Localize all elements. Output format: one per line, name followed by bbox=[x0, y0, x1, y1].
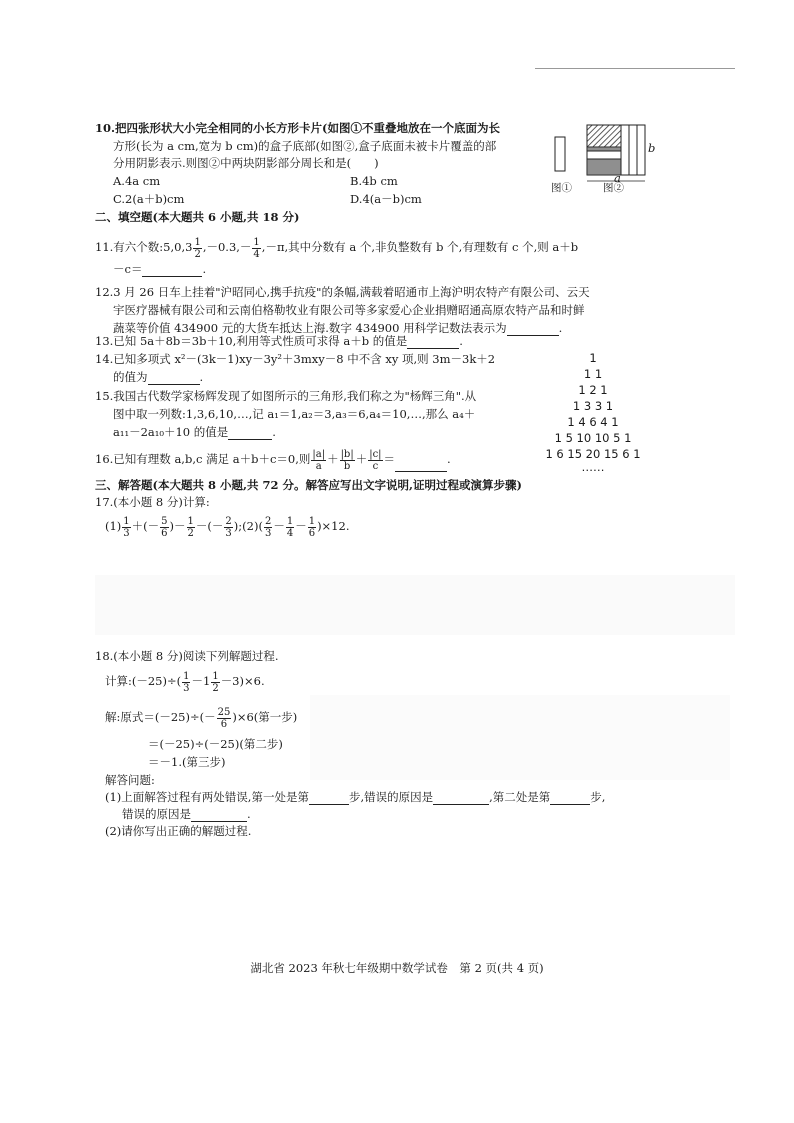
q12-answer-blank[interactable] bbox=[507, 323, 559, 336]
q13-answer-blank[interactable] bbox=[407, 336, 459, 349]
pascal-row-2: 1 1 bbox=[583, 367, 603, 381]
q10-option-a: A.4a cm bbox=[113, 174, 161, 188]
q18-question1: (1)上面解答过程有两处错误,第一处是第 步,错误的原因是 ,第二处是第 步, bbox=[105, 790, 606, 804]
q17-expressions: (1) $\frac{1}{3}$ ＋(－ $\frac{5}{6}$ )－ $\frac{1}{2}$ －(－ $\frac{2}{3}$ );(2)( $\frac{2}{3}$ － $\frac{1}{4}$ － $\frac{1}{6}$ )×12. bbox=[105, 515, 350, 539]
q18-question2: (2)请你写出正确的解题过程. bbox=[105, 824, 252, 838]
q16-line: 16.已知有理数 a,b,c 满足 a＋b＋c＝0,则 $\frac{|a|}{a}$ ＋ $\frac{|b|}{b}$ ＋ $\frac{|c|}{c}$ ＝ . bbox=[95, 448, 451, 472]
q15-line1: 15.我国古代数学家杨辉发现了如图所示的三角形,我们称之为"杨辉三角".从 bbox=[95, 389, 477, 403]
pascal-row-6: 1 5 10 10 5 1 bbox=[554, 431, 632, 445]
q10-option-d: D.4(a－b)cm bbox=[350, 192, 422, 206]
q18-calc: 计算:(－25)÷( $\frac{1}{3}$ －1 $\frac{1}{2}$ －3)×6. bbox=[105, 670, 265, 694]
q16-answer-blank[interactable] bbox=[395, 459, 447, 472]
page-top-rule bbox=[535, 68, 735, 69]
pascal-ellipsis: …… bbox=[581, 460, 605, 474]
q18-blank-step1[interactable] bbox=[309, 792, 349, 805]
q18-solution-step3: ＝－1.(第三步) bbox=[148, 755, 226, 769]
q11-line2: －c＝ . bbox=[113, 262, 207, 276]
page-footer: 湖北省 2023 年秋七年级期中数学试卷 第 2 页(共 4 页) bbox=[250, 961, 544, 975]
q14-line1: 14.已知多项式 x²－(3k－1)xy－3y²＋3mxy－8 中不含 xy 项,则 3m－3k＋2 bbox=[95, 352, 496, 366]
figure2-shade-top bbox=[587, 125, 621, 147]
q18-blank-reason1[interactable] bbox=[433, 792, 489, 805]
q10-line1: 10.把四张形状大小完全相同的小长方形卡片(如图①不重叠地放在一个底面为长 bbox=[95, 121, 500, 135]
q15-line2: 图中取一列数:1,3,6,10,…,记 a₁＝1,a₂＝3,a₃＝6,a₄＝10,…,那么 a₄＋ bbox=[113, 407, 476, 421]
q10-line3: 分用阴影表示.则图②中两块阴影部分周长和是( ) bbox=[113, 156, 379, 170]
q13-line: 13.已知 5a＋8b＝3b＋10,利用等式性质可求得 a＋b 的值是 . bbox=[95, 334, 463, 348]
q11-line1: 11.有六个数:5,0,3 $\frac{1}{2}$ ,－0.3,－ $\frac{1}{4}$ ,－π,其中分数有 a 个,非负整数有 b 个,有理数有 c 个,则 a＋b bbox=[95, 236, 579, 260]
q15-line3: a₁₁－2a₁₀＋10 的值是 . bbox=[113, 425, 276, 439]
figure2-caption: 图② bbox=[603, 182, 624, 194]
section2-title: 二、填空题(本大题共 6 小题,共 18 分) bbox=[95, 210, 300, 224]
q12-line1: 12.3 月 26 日车上挂着"沪昭同心,携手抗疫"的条幅,满载着昭通市上海沪明农特产有限公司、云天 bbox=[95, 285, 590, 299]
q18-blank-step2[interactable] bbox=[550, 792, 590, 805]
q11-answer-blank[interactable] bbox=[142, 264, 202, 277]
q18-solution-step2: ＝(－25)÷(－25)(第二步) bbox=[148, 737, 283, 751]
q12-line3: 蔬菜等价值 434900 元的大货车抵达上海.数字 434900 用科学记数法表示为 . bbox=[113, 321, 563, 335]
bleed-through-left bbox=[95, 575, 735, 635]
pascal-row-4: 1 3 3 1 bbox=[572, 399, 614, 413]
pascal-row-5: 1 4 6 4 1 bbox=[567, 415, 619, 429]
q18-ask: 解答问题: bbox=[105, 773, 155, 787]
pascal-row-7: 1 6 15 20 15 6 1 bbox=[545, 447, 641, 461]
q10-option-c: C.2(a＋b)cm bbox=[113, 192, 185, 206]
bleed-through-table bbox=[310, 695, 730, 780]
section3-title: 三、解答题(本大题共 8 小题,共 72 分。解答应写出文字说明,证明过程或演算步骤) bbox=[95, 478, 522, 492]
q18-blank-reason2[interactable] bbox=[191, 809, 247, 822]
q18-question1-cont: 错误的原因是 . bbox=[122, 807, 251, 821]
q12-line2: 宇医疗器械有限公司和云南伯格勒牧业有限公司等多家爱心企业捐赠昭通高原农特产品和时鲜 bbox=[113, 303, 585, 317]
q10-line2: 方形(长为 a cm,宽为 b cm)的盒子底部(如图②,盒子底面未被卡片覆盖的部 bbox=[113, 139, 497, 153]
q14-line2: 的值为 . bbox=[113, 370, 204, 384]
q18-heading: 18.(本小题 8 分)阅读下列解题过程. bbox=[95, 649, 279, 663]
q10-option-b: B.4b cm bbox=[350, 174, 398, 188]
figure-b-label: b bbox=[648, 141, 656, 155]
figure-a-label: a bbox=[614, 171, 621, 185]
q15-answer-blank[interactable] bbox=[228, 427, 272, 440]
figure1-caption: 图① bbox=[551, 182, 572, 194]
pascal-row-3: 1 2 1 bbox=[578, 383, 608, 397]
pascal-row-1: 1 bbox=[589, 351, 597, 365]
q18-solution-step1: 解:原式＝(－25)÷(－ $\frac{25}{6}$ )×6(第一步) bbox=[105, 706, 298, 730]
figure1-card bbox=[555, 137, 565, 171]
q17-heading: 17.(本小题 8 分)计算: bbox=[95, 495, 210, 509]
q14-answer-blank[interactable] bbox=[148, 372, 200, 385]
